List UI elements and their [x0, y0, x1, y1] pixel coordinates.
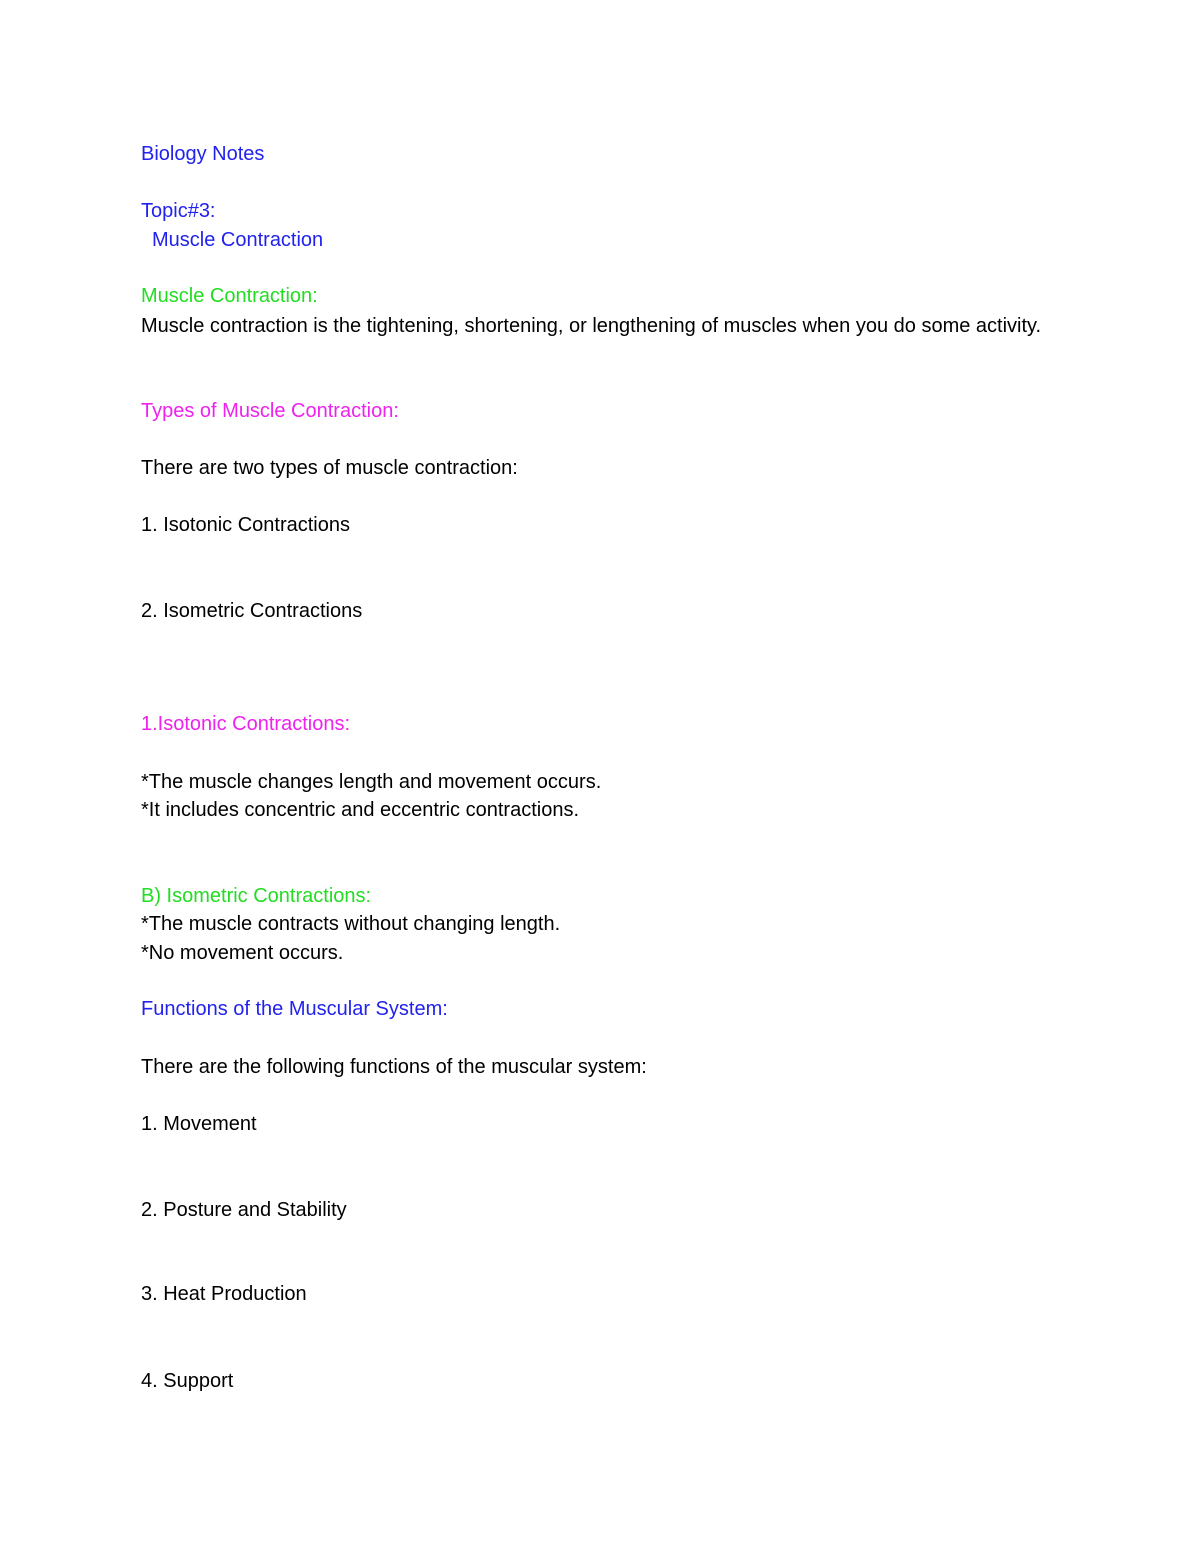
functions-list-item: 2. Posture and Stability — [141, 1199, 347, 1221]
types-list-item-isotonic: 1. Isotonic Contractions — [141, 514, 350, 536]
functions-list-item: 4. Support — [141, 1370, 234, 1392]
isotonic-heading: 1.Isotonic Contractions: — [141, 713, 350, 735]
isotonic-point: *The muscle changes length and movement occurs. — [141, 771, 602, 793]
functions-list-item: 3. Heat Production — [141, 1283, 307, 1305]
topic-name: Muscle Contraction — [152, 229, 324, 251]
topic-label: Topic#3: — [141, 200, 216, 222]
functions-heading: Functions of the Muscular System: — [141, 998, 448, 1020]
definition-heading: Muscle Contraction: — [141, 285, 318, 307]
functions-list-item: 1. Movement — [141, 1113, 257, 1135]
isometric-point: *The muscle contracts without changing length. — [141, 913, 561, 935]
isometric-heading: B) Isometric Contractions: — [141, 885, 372, 907]
types-intro: There are two types of muscle contraction: — [141, 457, 518, 479]
definition-text: Muscle contraction is the tightening, shortening, or lengthening of muscles when you do some activity. — [141, 315, 1042, 337]
types-heading: Types of Muscle Contraction: — [141, 400, 399, 422]
isotonic-point: *It includes concentric and eccentric contractions. — [141, 799, 579, 821]
isometric-point: *No movement occurs. — [141, 942, 344, 964]
functions-intro: There are the following functions of the muscular system: — [141, 1056, 647, 1078]
types-list-item-isometric: 2. Isometric Contractions — [141, 600, 363, 622]
document-title: Biology Notes — [141, 143, 265, 165]
